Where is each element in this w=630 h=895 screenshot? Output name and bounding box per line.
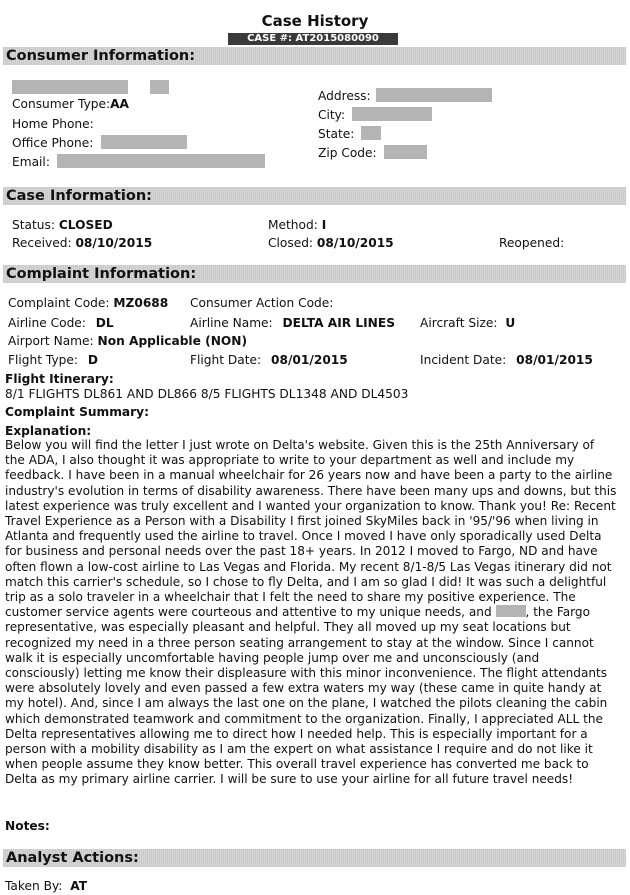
flight-itinerary-value: 8/1 FLIGHTS DL861 AND DL866 8/5 FLIGHTS DL1348 AND DL4503 [5,387,409,401]
complaint-code-label: Complaint Code: [8,296,110,310]
consumer-type-value: AA [110,97,129,111]
zip-label: Zip Code: [318,146,377,160]
case-number-badge: CASE #: AT2015080090 [228,33,398,45]
home-phone-label: Home Phone: [12,117,94,131]
flight-date-label: Flight Date: [190,353,262,367]
redacted-zip [384,145,427,159]
airline-code-field [8,316,114,331]
complaint-code-value: MZ0688 [113,296,169,310]
airline-name-field [190,316,395,331]
airport-name-label: Airport Name: [8,334,94,348]
method-value: I [321,218,327,232]
airport-name-value: Non Applicable (NON) [97,334,248,348]
flight-type-label: Flight Type: [8,353,78,367]
status-field [12,218,113,233]
redacted-email [57,154,265,168]
received-field [12,236,152,251]
aircraft-size-label: Aircraft Size: [420,316,498,330]
airline-name-label: Airline Name: [190,316,273,330]
aircraft-size-value: U [505,316,516,330]
redacted-state [361,126,381,140]
airport-name-field [8,334,247,349]
document-title: Case History [261,12,369,30]
airline-name-value: DELTA AIR LINES [282,316,395,330]
consumer-section-header: Consumer Information: [3,47,626,65]
incident-date-field [420,353,593,368]
email-label: Email: [12,155,50,169]
office-phone-label: Office Phone: [12,136,94,150]
explanation-text-part2: , the Fargo representative, was especially pleasant and helpful. They all moved up my seat locations but recognized my need in a three person seating arrangement to stay at the window. Since I cannot walk it is especially uncomfortable having people jump over me and unconsciously (and consciously) letting me know their displeasure with this minor inconvenience. The flight attendants were absolutely lovely and even passed a few extra waters my way (these came in quite handy at my hotel). And, since I am always the last one on the plane, I watched the pilots cleaning the cabin which demonstrated teamwork and commitment to the organization. Finally, I appreciated ALL the Delta representatives allowing me to direct how I needed help. This is especially important for a person with a mobility disability as I am the expert on what assistance I require and do not like it when people assume they know better. This overall travel experience has converted me back to Delta as my primary airline carrier. I will be sure to use your airline for all future travel needs! [5,605,608,787]
taken-by-field [5,879,87,894]
explanation-text [5,438,617,788]
flight-type-value: D [87,353,98,367]
consumer-action-code-label: Consumer Action Code: [190,296,334,310]
notes-label: Notes: [5,819,50,833]
method-field [268,218,326,233]
complaint-summary-label: Complaint Summary: [5,405,149,419]
flight-date-value: 08/01/2015 [271,353,348,367]
taken-by-label: Taken By: [5,879,63,893]
closed-field [268,236,394,251]
status-label: Status: [12,218,55,232]
address-label: Address: [318,89,371,103]
flight-type-field [8,353,98,368]
airline-code-value: DL [95,316,114,330]
taken-by-value: AT [70,879,88,893]
method-label: Method: [268,218,318,232]
status-value: CLOSED [58,218,113,232]
received-value: 08/10/2015 [75,236,153,250]
incident-date-value: 08/01/2015 [516,353,593,367]
analyst-section-header: Analyst Actions: [3,849,626,867]
city-label: City: [318,108,346,122]
closed-label: Closed: [268,236,314,250]
case-section-header: Case Information: [3,187,626,205]
consumer-type-field [12,97,129,112]
redacted-office-phone [101,135,187,149]
redacted-address [376,88,492,102]
incident-date-label: Incident Date: [420,353,507,367]
received-label: Received: [12,236,72,250]
reopened-label: Reopened: [499,236,565,250]
redacted-consumer-name [12,80,128,94]
flight-date-field [190,353,348,368]
explanation-text-part1: Below you will find the letter I just wrote on Delta's website. Given this is the 25th Anniversary of the ADA, I also thought it was appropriate to write to your department as well and include my feedback. I have been in a manual wheelchair for 26 years now and have been a party to the airline industry's evolution in terms of disability awareness. There have been many ups and downs, but this latest experience was truly excellent and I wanted your organization to know. Thank you! Re: Recent Travel Experience as a Person with a Disability I first joined SkyMiles back in '95/'96 when living in Atlanta and frequently used the airline to travel. Once I moved I have only sporadically used Delta for business and personal needs over the past 18+ years. In 2012 I moved to Fargo, ND and have often flown a low-cost airline to Las Vegas and Florida. My recent 8/1-8/5 Las Vegas itinerary did not match this carrier's schedule, so I chose to fly Delta, and I am so glad I did! It was such a delightful trip as a solo traveler in a wheelchair that I felt the need to share my positive experience. The customer service agents were courteous and attentive to my unique needs, and [5,438,617,620]
closed-value: 08/10/2015 [316,236,394,250]
aircraft-size-field [420,316,515,331]
consumer-type-label: Consumer Type: [12,97,111,111]
state-label: State: [318,127,355,141]
airline-code-label: Airline Code: [8,316,86,330]
explanation-label: Explanation: [5,424,92,438]
redacted-city [352,107,432,121]
redacted-consumer-initial [150,80,169,94]
complaint-code-field [8,296,168,311]
flight-itinerary-label: Flight Itinerary: [5,372,114,386]
redacted-representative-name [496,605,526,617]
complaint-section-header: Complaint Information: [3,265,626,283]
